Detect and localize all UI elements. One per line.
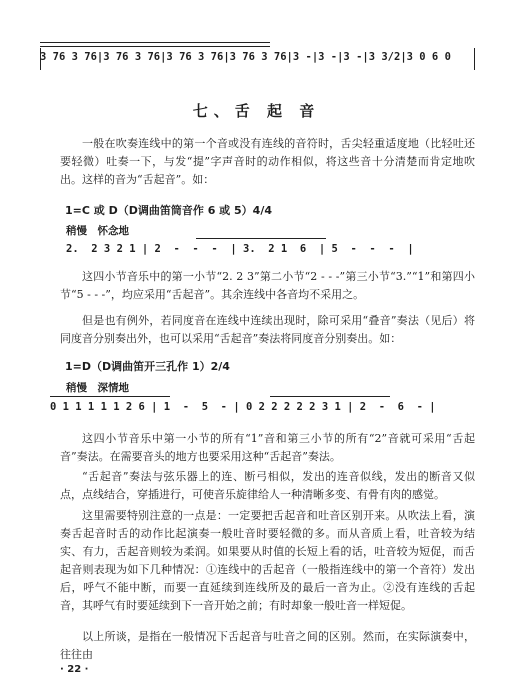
top-score bbox=[40, 36, 475, 70]
example1-key: 1=C 或 D（D调曲笛筒音作 6 或 5）4/4 bbox=[65, 204, 272, 217]
bar-line bbox=[40, 48, 41, 70]
example1-tempo: 稍慢 怀念地 bbox=[66, 225, 129, 237]
paragraph-3: 但是也有例外，若同度音在连线中连续出现时，除可采用“叠音”奏法（见后）将同度音分别奏出外，也可以采用“舌起音”奏法将同度音分别奏出。如： bbox=[60, 314, 475, 345]
slur-line bbox=[270, 396, 390, 397]
paragraph-6: 这里需要特别注意的一点是：一定要把舌起音和吐音区别开来。从吹法上看，演奏舌起音时舌的动作比起演奏一般吐音时要轻微的多。而从音质上看，吐音较为结实、有力，舌起音则较为柔润。如果要从时值的长短上看的话，吐音较为短促，而舌起音则表现为如下几种情况：①连线中的舌起音（一般指连线中的第一个音符）发出后，呼气不能中断，而要一直延续到连线所及的最后一音为止。②没有连线的舌起音，其呼气有时要延续到下一音开始之前；有时却象一般吐音一样短促。 bbox=[60, 509, 475, 612]
score-notes: 3 76 3 76|3 76 3 76|3 76 3 76|3 76 3 76|3 -|3 -|3 -|3 3/2|3 0 6 0 bbox=[40, 51, 451, 63]
example2-key: 1=D（D调曲笛开三孔作 1）2/4 bbox=[65, 360, 230, 373]
example2-score bbox=[50, 390, 470, 424]
slur-line bbox=[40, 46, 270, 47]
slur-line bbox=[196, 238, 326, 239]
score-notes: 2. 2 3 2 1 | 2 - - - | 3. 2 1 6 | 5 - - - | bbox=[66, 243, 414, 255]
paragraph-5: “舌起音”奏法与弦乐器上的连、断弓相似，发出的连音似线，发出的断音又似点，点线结合，穿插进行，可使音乐旋律给人一种清晰多变、有骨有肉的感觉。 bbox=[60, 470, 475, 501]
example1-score bbox=[66, 232, 466, 266]
section-title: 七、舌 起 音 bbox=[192, 102, 321, 120]
slur-line bbox=[40, 42, 270, 43]
paragraph-2: 这四小节音乐中的第一小节“2. 2 3”第二小节“2 - - -”第三小节“3.”“1”和第四小节“5 - - -”，均应采用“舌起音”。其余连线中各音均不采用之。 bbox=[60, 270, 475, 301]
paragraph-1: 一般在吹奏连线中的第一个音或没有连线的音符时，舌尖轻重适度地（比轻吐还要轻微）吐奏一下，与发“提”字声音时的动作相似，将这些音十分清楚而肯定地吹出。这样的音为“舌起音”。如： bbox=[60, 137, 475, 186]
paragraph-4: 这四小节音乐中第一小节的所有“1”音和第三小节的所有“2”音就可采用“舌起音”奏法。在需要音头的地方也要采用这种“舌起音”奏法。 bbox=[60, 432, 475, 463]
slur-line bbox=[50, 396, 170, 397]
bar-line bbox=[474, 48, 475, 70]
score-notes: 0 1 1 1 1 1 2 6 | 1 - 5 - | 0 2 2 2 2 2 3 1 | 2 - 6 - | bbox=[50, 401, 436, 413]
paragraph-7: 以上所谈，是指在一般情况下舌起音与吐音之间的区别。然而，在实际演奏中，往往由 bbox=[60, 630, 475, 661]
page-number: · 22 · bbox=[60, 664, 89, 675]
example2-tempo: 稍慢 深情地 bbox=[66, 382, 129, 394]
